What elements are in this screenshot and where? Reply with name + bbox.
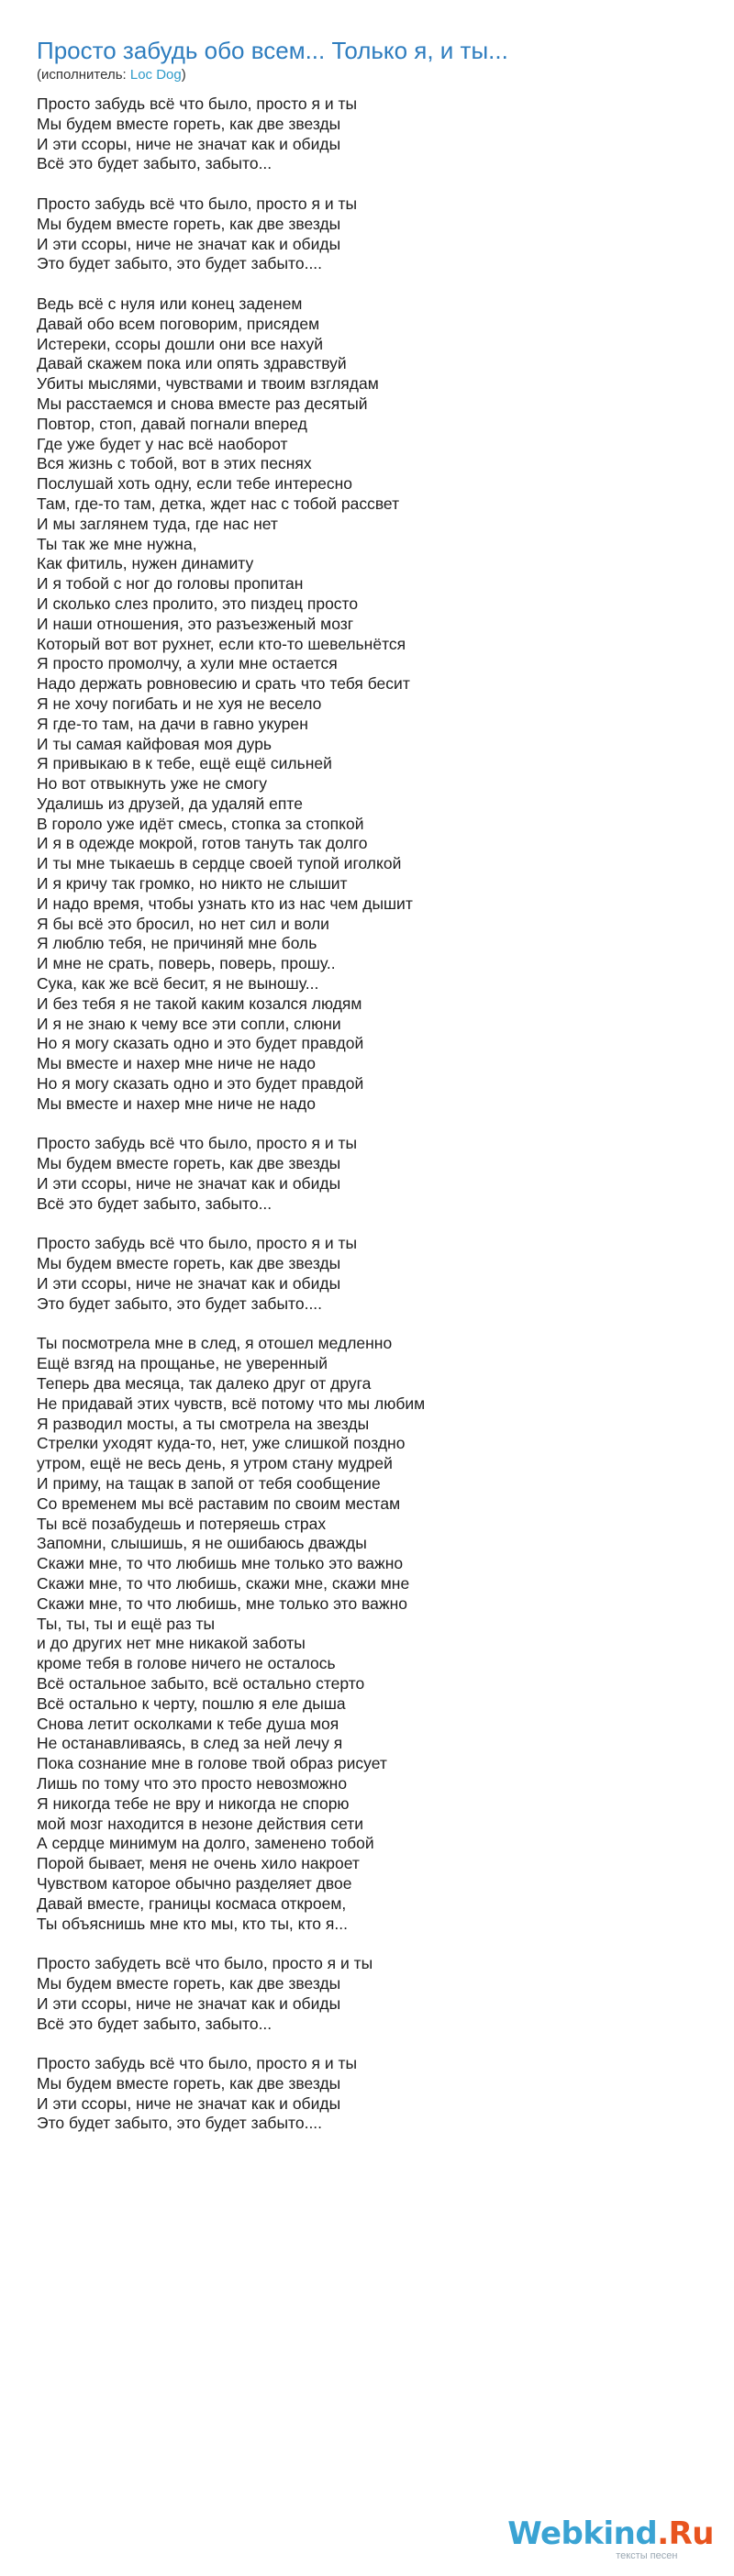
lyric-line: Скажи мне, то что любишь, скажи мне, скажи мне <box>37 1573 410 1593</box>
lyric-line: Я просто промолчу, а хули мне остается <box>37 654 338 673</box>
lyric-line: Всё это будет забыто, забыто... <box>37 2014 272 2033</box>
lyric-line: Это будет забыто, это будет забыто.... <box>37 254 323 273</box>
lyric-line: Просто забудь всё что было, просто я и ты <box>37 1234 358 1253</box>
lyric-line: Повтор, стоп, давай погнали вперед <box>37 414 307 433</box>
lyric-line: Мы будем вместе гореть, как две звезды <box>37 114 341 133</box>
lyric-line: И наши отношения, это разъезженый мозг <box>37 614 354 633</box>
lyric-line: И эти ссоры, ниче не значат как и обиды <box>37 1174 341 1194</box>
lyric-line: И я в одежде мокрой, готов тануть так долго <box>37 834 368 853</box>
lyric-line: Стрелки уходят куда-то, нет, уже слишкой поздно <box>37 1434 406 1453</box>
lyric-line: Давай скажем пока или опять здравствуй <box>37 354 347 373</box>
lyric-line: И я тобой с ног до головы пропитан <box>37 574 304 594</box>
artist-prefix: (исполнитель: <box>37 67 130 83</box>
lyrics-text <box>37 94 425 2134</box>
lyric-line: Ты, ты, ты и ещё раз ты <box>37 1614 216 1633</box>
lyric-line: Но вот отвыкнуть уже не смогу <box>37 774 268 794</box>
lyric-line: утром, ещё не весь день, я утром стану мудрей <box>37 1454 393 1473</box>
lyric-line: Но я могу сказать одно и это будет правдой <box>37 1074 364 1094</box>
lyric-line: И эти ссоры, ниче не значат как и обиды <box>37 1274 341 1294</box>
stanza-break <box>37 1934 425 1954</box>
lyric-line: Вся жизнь с тобой, вот в этих песнях <box>37 454 312 473</box>
lyric-line: Ты всё позабудешь и потеряешь страх <box>37 1514 327 1533</box>
logo-tld: .Ru <box>657 2515 714 2552</box>
lyric-line: Я где-то там, на дачи в гавно укурен <box>37 714 308 733</box>
lyric-line: Который вот вот рухнет, если кто-то шевельнётся <box>37 634 406 653</box>
lyric-line: Мы вместе и нахер мне ниче не надо <box>37 1094 317 1113</box>
stanza-break <box>37 1115 425 1135</box>
lyric-line: Просто забудь всё что было, просто я и ты <box>37 1134 358 1153</box>
lyric-line: Мы будем вместе гореть, как две звезды <box>37 1254 341 1273</box>
lyric-line: Удалишь из друзей, да удаляй епте <box>37 794 303 813</box>
artist-line <box>37 66 186 84</box>
stanza-break <box>37 1215 425 1235</box>
lyric-line: Это будет забыто, это будет забыто.... <box>37 1294 323 1313</box>
lyric-line: Всё остальное забыто, всё остально стерто <box>37 1673 365 1693</box>
lyric-line: Не останавливаясь, в след за ней лечу я <box>37 1734 343 1753</box>
lyric-line: Мы будем вместе гореть, как две звезды <box>37 2073 341 2093</box>
stanza-break <box>37 2034 425 2054</box>
lyric-line: Но я могу сказать одно и это будет правдой <box>37 1034 364 1053</box>
lyric-line: А сердце минимум на долго, заменено тобой <box>37 1834 374 1853</box>
lyric-line: Убиты мыслями, чувствами и твоим взглядам <box>37 374 379 394</box>
lyric-line: Просто забудеть всё что было, просто я и ты <box>37 1954 373 1973</box>
lyric-line: Надо держать ровновесию и срать что тебя бесит <box>37 674 410 694</box>
lyric-line: В гороло уже идёт смесь, стопка за стопкой <box>37 814 364 833</box>
lyric-line: И эти ссоры, ниче не значат как и обиды <box>37 134 341 153</box>
lyric-line: Теперь два месяца, так далеко друг от друга <box>37 1374 372 1393</box>
lyric-line: И сколько слез пролито, это пиздец просто <box>37 594 359 613</box>
lyric-line: Просто забудь всё что было, просто я и ты <box>37 94 358 113</box>
page-title: Просто забудь обо всем... Только я, и ты... <box>37 37 508 64</box>
lyric-line: кроме тебя в голове ничего не осталось <box>37 1654 336 1673</box>
lyric-line: Это будет забыто, это будет забыто.... <box>37 2114 323 2133</box>
lyric-line: Ведь всё с нуля или конец заденем <box>37 294 303 313</box>
lyric-line: Я бы всё это бросил, но нет сил и воли <box>37 914 329 933</box>
lyric-line: Там, где-то там, детка, ждет нас с тобой рассвет <box>37 494 400 513</box>
lyric-line: И эти ссоры, ниче не значат как и обиды <box>37 2093 341 2113</box>
lyric-line: Как фитиль, нужен динамиту <box>37 554 254 573</box>
logo-wordmark <box>507 2517 714 2550</box>
lyric-line: И надо время, чтобы узнать кто из нас чем дышит <box>37 894 413 913</box>
lyric-line: Чувством каторое обычно разделяет двое <box>37 1873 352 1893</box>
lyric-line: Где уже будет у нас всё наоборот <box>37 434 288 453</box>
lyric-line: Послушай хоть одну, если тебе интересно <box>37 474 352 494</box>
lyric-line: И мне не срать, поверь, поверь, прошу.. <box>37 954 336 973</box>
lyric-line: И эти ссоры, ниче не значат как и обиды <box>37 234 341 253</box>
logo-tagline: тексты песен <box>616 2550 678 2561</box>
lyric-line: Я привыкаю в к тебе, ещё ещё сильней <box>37 754 332 773</box>
lyric-line: Давай обо всем поговорим, присядем <box>37 314 320 333</box>
lyric-line: Ещё взгяд на прощанье, не уверенный <box>37 1354 328 1373</box>
stanza-break <box>37 274 425 294</box>
lyric-line: И приму, на тащак в запой от тебя сообщение <box>37 1473 381 1493</box>
lyric-line: Всё это будет забыто, забыто... <box>37 1194 272 1213</box>
lyric-line: Сука, как же всё бесит, я не выношу... <box>37 974 319 994</box>
lyric-line: и до других нет мне никакой заботы <box>37 1634 306 1653</box>
lyric-line: Истереки, ссоры дошли они все нахуй <box>37 334 324 353</box>
artist-suffix: ) <box>181 67 186 83</box>
lyric-line: Мы будем вместе гореть, как две звезды <box>37 1154 341 1173</box>
lyric-line: Скажи мне, то что любишь, мне только это важно <box>37 1593 407 1613</box>
artist-link[interactable]: Loc Dog <box>129 67 182 83</box>
stanza-break <box>37 174 425 194</box>
site-logo[interactable] <box>507 2517 714 2561</box>
lyric-line: Я разводил мосты, а ты смотрела на звезды <box>37 1414 370 1433</box>
lyric-line: Ты объяснишь мне кто мы, кто ты, кто я... <box>37 1914 348 1933</box>
logo-name: Webkind <box>507 2515 658 2552</box>
lyric-line: И я кричу так громко, но никто не слышит <box>37 874 348 894</box>
lyric-line: Мы будем вместе гореть, как две звезды <box>37 1973 341 1993</box>
lyric-line: Я не хочу погибать и не хуя не весело <box>37 694 322 713</box>
lyric-line: И я не знаю к чему все эти сопли, слюни <box>37 1014 341 1033</box>
lyric-line: Я никогда тебе не вру и никогда не спорю <box>37 1793 350 1813</box>
lyric-line: Всё остально к черту, пошлю я еле дыша <box>37 1693 346 1713</box>
lyric-line: Не придавай этих чувств, всё потому что мы любим <box>37 1393 426 1413</box>
lyric-line: Ты посмотрела мне в след, я отошел медленно <box>37 1334 393 1353</box>
lyric-line: Запомни, слышишь, я не ошибаюсь дважды <box>37 1534 367 1553</box>
lyric-line: И ты мне тыкаешь в сердце своей тупой иголкой <box>37 854 402 873</box>
lyric-line: Скажи мне, то что любишь мне только это важно <box>37 1554 404 1573</box>
lyric-line: Снова летит осколками к тебе душа моя <box>37 1714 339 1733</box>
lyric-line: Просто забудь всё что было, просто я и ты <box>37 194 358 213</box>
lyric-line: Всё это будет забыто, забыто... <box>37 154 272 173</box>
lyric-line: Пока сознание мне в голове твой образ рисует <box>37 1754 387 1773</box>
lyric-line: Лишь по тому что это просто невозможно <box>37 1773 348 1793</box>
lyric-line: Просто забудь всё что было, просто я и ты <box>37 2054 358 2073</box>
lyric-line: И эти ссоры, ниче не значат как и обиды <box>37 1993 341 2013</box>
lyric-line: Мы расстаемся и снова вместе раз десятый <box>37 394 368 413</box>
stanza-break <box>37 1315 425 1335</box>
lyric-line: Давай вместе, границы космаса откроем, <box>37 1893 347 1913</box>
lyric-line: Мы будем вместе гореть, как две звезды <box>37 214 341 233</box>
lyric-line: Со временем мы всё раставим по своим местам <box>37 1493 401 1513</box>
lyric-line: Мы вместе и нахер мне ниче не надо <box>37 1054 317 1073</box>
lyric-line: И ты самая кайфовая моя дурь <box>37 734 272 753</box>
lyric-line: Я люблю тебя, не причиняй мне боль <box>37 934 317 953</box>
lyric-line: И мы заглянем туда, где нас нет <box>37 514 278 533</box>
lyric-line: мой мозг находится в незоне действия сети <box>37 1814 364 1833</box>
lyric-line: И без тебя я не такой каким козался людям <box>37 994 362 1013</box>
lyric-line: Порой бывает, меня не очень хило накроет <box>37 1854 360 1873</box>
lyric-line: Ты так же мне нужна, <box>37 534 197 553</box>
